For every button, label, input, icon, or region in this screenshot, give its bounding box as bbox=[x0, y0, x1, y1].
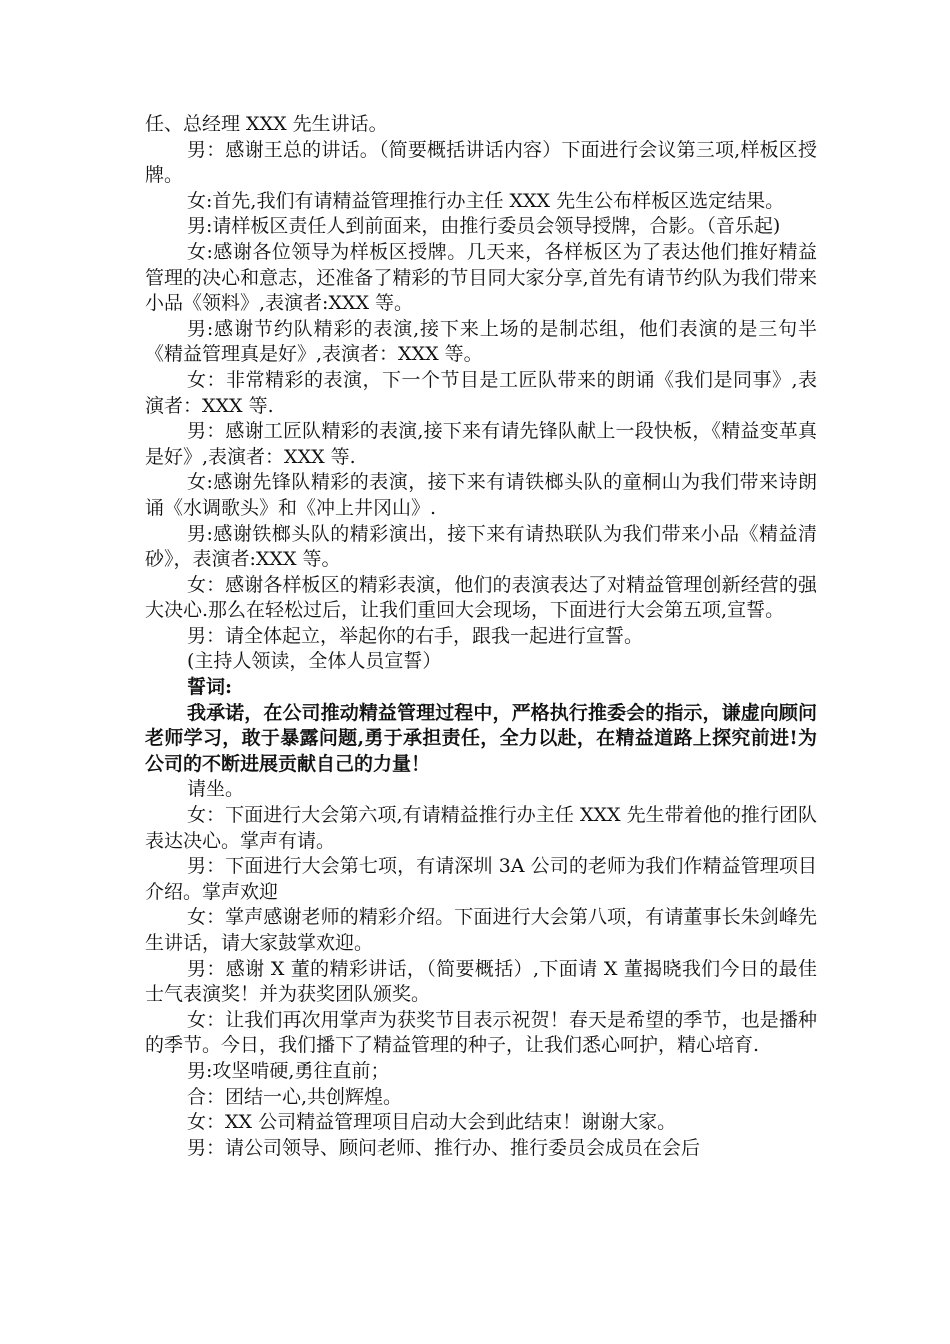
paragraph: 男:感谢铁榔头队的精彩演出，接下来有请热联队为我们带来小品《精益清砂》，表演者:XXX 等。 bbox=[145, 522, 817, 571]
paragraph: (主持人领读，全体人员宣誓） bbox=[187, 650, 442, 673]
paragraph: 女：非常精彩的表演，下一个节目是工匠队带来的朗诵《我们是同事》,表演者：XXX 等. bbox=[145, 368, 817, 417]
paragraph: 男:感谢节约队精彩的表演,接下来上场的是制芯组，他们表演的是三句半《精益管理真是好》,表演者：XXX 等。 bbox=[145, 317, 817, 366]
paragraph: 女:感谢各位领导为样板区授牌。几天来，各样板区为了表达他们推好精益管理的决心和意志，还准备了精彩的节目同大家分享,首先有请节约队为我们带来小品《领料》,表演者:XXX 等。 bbox=[145, 240, 817, 315]
paragraph: 女：掌声感谢老师的精彩介绍。下面进行大会第八项，有请董事长朱剑峰先生讲话，请大家鼓掌欢迎。 bbox=[145, 906, 817, 954]
paragraph: 任、总经理 XXX 先生讲话。 bbox=[145, 113, 388, 135]
paragraph: 男：下面进行大会第七项，有请深圳 3A 公司的老师为我们作精益管理项目介绍。掌声欢迎 bbox=[145, 855, 817, 903]
paragraph: 请坐。 bbox=[187, 778, 245, 801]
paragraph: 男：请全体起立，举起你的右手，跟我一起进行宣誓。 bbox=[187, 624, 644, 647]
paragraph: 男：感谢 X 董的精彩讲话，（简要概括）,下面请 X 董揭晓我们今日的最佳士气表演奖！并为获奖团队颁奖。 bbox=[145, 957, 817, 1006]
oath-text: 我承诺，在公司推动精益管理过程中，严格执行推委会的指示，谦虚向顾问老师学习，敢于暴露问题,勇于承担责任，全力以赴，在精益道路上探究前进!为公司的不断进展贡献自己的力量！ bbox=[145, 701, 817, 775]
document-body bbox=[145, 112, 817, 1161]
paragraph: 男:请样板区责任人到前面来，由推行委员会领导授牌，合影。（音乐起) bbox=[187, 215, 781, 238]
paragraph: 男：感谢工匠队精彩的表演,接下来有请先锋队献上一段快板，《精益变革真是好》,表演者：XXX 等. bbox=[145, 420, 817, 468]
paragraph: 男：感谢王总的讲话。（简要概括讲话内容）下面进行会议第三项,样板区授牌。 bbox=[145, 138, 817, 187]
paragraph: 女：XX 公司精益管理项目启动大会到此结束！谢谢大家。 bbox=[187, 1111, 677, 1134]
paragraph: 女：让我们再次用掌声为获奖节目表示祝贺！春天是希望的季节，也是播种的季节。今日，我们播下了精益管理的种子，让我们悉心呵护，精心培育. bbox=[145, 1008, 817, 1057]
paragraph: 男:攻坚啃硬,勇往直前； bbox=[187, 1059, 390, 1082]
paragraph: 男：请公司领导、顾问老师、推行办、推行委员会成员在会后 bbox=[187, 1136, 701, 1159]
paragraph: 女：下面进行大会第六项,有请精益推行办主任 XXX 先生带着他的推行团队表达决心。掌声有请。 bbox=[145, 804, 817, 852]
paragraph: 女：感谢各样板区的精彩表演，他们的表演表达了对精益管理创新经营的强大决心.那么在轻松过后，让我们重回大会现场，下面进行大会第五项,宣誓。 bbox=[145, 573, 817, 622]
oath-heading: 誓词: bbox=[187, 676, 233, 699]
paragraph: 女:首先,我们有请精益管理推行办主任 XXX 先生公布样板区选定结果。 bbox=[187, 189, 785, 212]
paragraph: 合：团结一心,共创辉煌。 bbox=[187, 1085, 403, 1108]
paragraph: 女:感谢先锋队精彩的表演，接下来有请铁榔头队的童桐山为我们带来诗朗诵《水调歌头》和《冲上井冈山》. bbox=[145, 471, 817, 519]
